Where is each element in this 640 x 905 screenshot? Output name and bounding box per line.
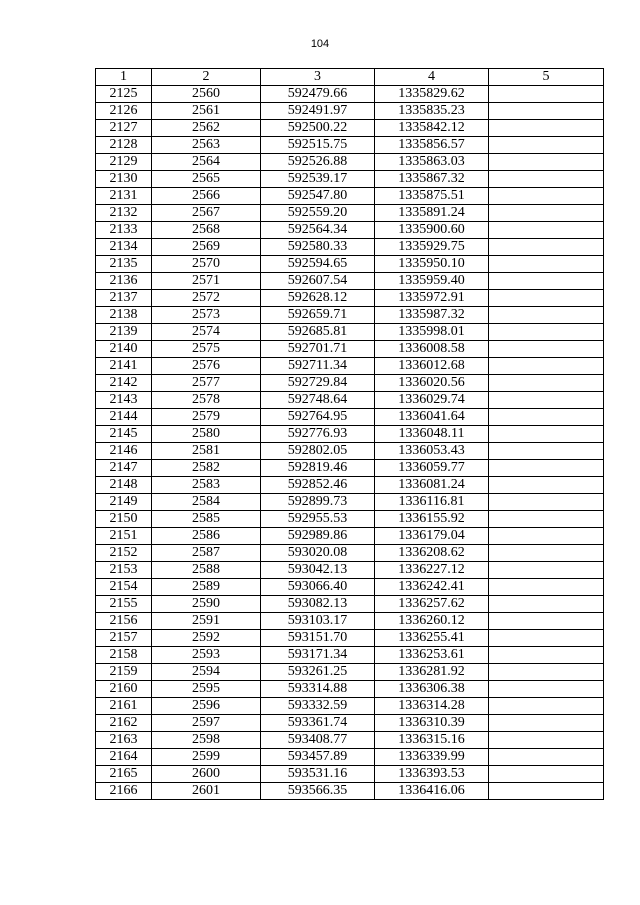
point-number-cell: 2580 bbox=[152, 426, 261, 443]
table-row bbox=[96, 205, 604, 222]
y-coordinate-cell: 1335950.10 bbox=[375, 256, 489, 273]
table-row bbox=[96, 596, 604, 613]
row-number-cell: 2133 bbox=[96, 222, 152, 239]
row-number-cell: 2151 bbox=[96, 528, 152, 545]
x-coordinate-cell: 592659.71 bbox=[261, 307, 375, 324]
x-coordinate-cell: 593171.34 bbox=[261, 647, 375, 664]
table-row bbox=[96, 732, 604, 749]
table-row bbox=[96, 766, 604, 783]
note-cell bbox=[489, 426, 604, 443]
table-row bbox=[96, 341, 604, 358]
point-number-cell: 2582 bbox=[152, 460, 261, 477]
row-number-cell: 2158 bbox=[96, 647, 152, 664]
point-number-cell: 2589 bbox=[152, 579, 261, 596]
note-cell bbox=[489, 562, 604, 579]
table-row bbox=[96, 477, 604, 494]
note-cell bbox=[489, 341, 604, 358]
note-cell bbox=[489, 681, 604, 698]
y-coordinate-cell: 1336208.62 bbox=[375, 545, 489, 562]
x-coordinate-cell: 593020.08 bbox=[261, 545, 375, 562]
note-cell bbox=[489, 443, 604, 460]
row-number-cell: 2149 bbox=[96, 494, 152, 511]
x-coordinate-cell: 592955.53 bbox=[261, 511, 375, 528]
table-row bbox=[96, 460, 604, 477]
x-coordinate-cell: 593066.40 bbox=[261, 579, 375, 596]
note-cell bbox=[489, 222, 604, 239]
point-number-cell: 2575 bbox=[152, 341, 261, 358]
x-coordinate-cell: 593408.77 bbox=[261, 732, 375, 749]
row-number-cell: 2127 bbox=[96, 120, 152, 137]
y-coordinate-cell: 1336053.43 bbox=[375, 443, 489, 460]
y-coordinate-cell: 1336227.12 bbox=[375, 562, 489, 579]
point-number-cell: 2560 bbox=[152, 86, 261, 103]
point-number-cell: 2594 bbox=[152, 664, 261, 681]
x-coordinate-cell: 593103.17 bbox=[261, 613, 375, 630]
x-coordinate-cell: 592479.66 bbox=[261, 86, 375, 103]
point-number-cell: 2571 bbox=[152, 273, 261, 290]
note-cell bbox=[489, 477, 604, 494]
note-cell bbox=[489, 358, 604, 375]
row-number-cell: 2134 bbox=[96, 239, 152, 256]
row-number-cell: 2128 bbox=[96, 137, 152, 154]
row-number-cell: 2153 bbox=[96, 562, 152, 579]
x-coordinate-cell: 592899.73 bbox=[261, 494, 375, 511]
coordinates-table bbox=[95, 68, 604, 800]
point-number-cell: 2566 bbox=[152, 188, 261, 205]
note-cell bbox=[489, 307, 604, 324]
table-row bbox=[96, 715, 604, 732]
point-number-cell: 2583 bbox=[152, 477, 261, 494]
table-row bbox=[96, 613, 604, 630]
table-row bbox=[96, 698, 604, 715]
note-cell bbox=[489, 783, 604, 800]
y-coordinate-cell: 1336416.06 bbox=[375, 783, 489, 800]
table-row bbox=[96, 290, 604, 307]
x-coordinate-cell: 593151.70 bbox=[261, 630, 375, 647]
table-row bbox=[96, 256, 604, 273]
point-number-cell: 2590 bbox=[152, 596, 261, 613]
y-coordinate-cell: 1335842.12 bbox=[375, 120, 489, 137]
note-cell bbox=[489, 749, 604, 766]
y-coordinate-cell: 1336315.16 bbox=[375, 732, 489, 749]
point-number-cell: 2596 bbox=[152, 698, 261, 715]
point-number-cell: 2581 bbox=[152, 443, 261, 460]
table-row bbox=[96, 579, 604, 596]
note-cell bbox=[489, 766, 604, 783]
table-row bbox=[96, 392, 604, 409]
row-number-cell: 2164 bbox=[96, 749, 152, 766]
y-coordinate-cell: 1336310.39 bbox=[375, 715, 489, 732]
note-cell bbox=[489, 460, 604, 477]
y-coordinate-cell: 1336257.62 bbox=[375, 596, 489, 613]
table-row bbox=[96, 86, 604, 103]
note-cell bbox=[489, 205, 604, 222]
row-number-cell: 2125 bbox=[96, 86, 152, 103]
y-coordinate-cell: 1336339.99 bbox=[375, 749, 489, 766]
table-row bbox=[96, 664, 604, 681]
note-cell bbox=[489, 154, 604, 171]
y-coordinate-cell: 1335998.01 bbox=[375, 324, 489, 341]
point-number-cell: 2593 bbox=[152, 647, 261, 664]
point-number-cell: 2584 bbox=[152, 494, 261, 511]
x-coordinate-cell: 593314.88 bbox=[261, 681, 375, 698]
x-coordinate-cell: 593457.89 bbox=[261, 749, 375, 766]
y-coordinate-cell: 1336255.41 bbox=[375, 630, 489, 647]
table-row bbox=[96, 188, 604, 205]
column-header-1: 1 bbox=[96, 69, 152, 86]
table-row bbox=[96, 375, 604, 392]
y-coordinate-cell: 1335835.23 bbox=[375, 103, 489, 120]
x-coordinate-cell: 592729.84 bbox=[261, 375, 375, 392]
note-cell bbox=[489, 698, 604, 715]
table-row bbox=[96, 681, 604, 698]
row-number-cell: 2157 bbox=[96, 630, 152, 647]
point-number-cell: 2573 bbox=[152, 307, 261, 324]
note-cell bbox=[489, 511, 604, 528]
x-coordinate-cell: 592607.54 bbox=[261, 273, 375, 290]
y-coordinate-cell: 1336048.11 bbox=[375, 426, 489, 443]
row-number-cell: 2143 bbox=[96, 392, 152, 409]
note-cell bbox=[489, 664, 604, 681]
note-cell bbox=[489, 579, 604, 596]
y-coordinate-cell: 1336020.56 bbox=[375, 375, 489, 392]
point-number-cell: 2588 bbox=[152, 562, 261, 579]
row-number-cell: 2129 bbox=[96, 154, 152, 171]
x-coordinate-cell: 593082.13 bbox=[261, 596, 375, 613]
x-coordinate-cell: 592776.93 bbox=[261, 426, 375, 443]
row-number-cell: 2160 bbox=[96, 681, 152, 698]
x-coordinate-cell: 592852.46 bbox=[261, 477, 375, 494]
row-number-cell: 2136 bbox=[96, 273, 152, 290]
note-cell bbox=[489, 120, 604, 137]
x-coordinate-cell: 592764.95 bbox=[261, 409, 375, 426]
table-row bbox=[96, 222, 604, 239]
point-number-cell: 2568 bbox=[152, 222, 261, 239]
note-cell bbox=[489, 171, 604, 188]
y-coordinate-cell: 1335900.60 bbox=[375, 222, 489, 239]
row-number-cell: 2135 bbox=[96, 256, 152, 273]
table-body bbox=[96, 86, 604, 800]
y-coordinate-cell: 1335867.32 bbox=[375, 171, 489, 188]
row-number-cell: 2146 bbox=[96, 443, 152, 460]
y-coordinate-cell: 1336029.74 bbox=[375, 392, 489, 409]
y-coordinate-cell: 1336260.12 bbox=[375, 613, 489, 630]
point-number-cell: 2572 bbox=[152, 290, 261, 307]
y-coordinate-cell: 1335929.75 bbox=[375, 239, 489, 256]
point-number-cell: 2586 bbox=[152, 528, 261, 545]
note-cell bbox=[489, 86, 604, 103]
y-coordinate-cell: 1335891.24 bbox=[375, 205, 489, 222]
row-number-cell: 2165 bbox=[96, 766, 152, 783]
point-number-cell: 2591 bbox=[152, 613, 261, 630]
point-number-cell: 2598 bbox=[152, 732, 261, 749]
y-coordinate-cell: 1336041.64 bbox=[375, 409, 489, 426]
table-row bbox=[96, 307, 604, 324]
note-cell bbox=[489, 239, 604, 256]
y-coordinate-cell: 1336306.38 bbox=[375, 681, 489, 698]
note-cell bbox=[489, 613, 604, 630]
note-cell bbox=[489, 188, 604, 205]
note-cell bbox=[489, 528, 604, 545]
table-row bbox=[96, 545, 604, 562]
y-coordinate-cell: 1335829.62 bbox=[375, 86, 489, 103]
point-number-cell: 2601 bbox=[152, 783, 261, 800]
table-row bbox=[96, 426, 604, 443]
point-number-cell: 2592 bbox=[152, 630, 261, 647]
x-coordinate-cell: 592500.22 bbox=[261, 120, 375, 137]
point-number-cell: 2569 bbox=[152, 239, 261, 256]
y-coordinate-cell: 1336314.28 bbox=[375, 698, 489, 715]
point-number-cell: 2577 bbox=[152, 375, 261, 392]
table-row bbox=[96, 324, 604, 341]
row-number-cell: 2137 bbox=[96, 290, 152, 307]
note-cell bbox=[489, 647, 604, 664]
x-coordinate-cell: 592564.34 bbox=[261, 222, 375, 239]
row-number-cell: 2162 bbox=[96, 715, 152, 732]
note-cell bbox=[489, 732, 604, 749]
x-coordinate-cell: 593531.16 bbox=[261, 766, 375, 783]
x-coordinate-cell: 593332.59 bbox=[261, 698, 375, 715]
y-coordinate-cell: 1335863.03 bbox=[375, 154, 489, 171]
y-coordinate-cell: 1336081.24 bbox=[375, 477, 489, 494]
x-coordinate-cell: 592685.81 bbox=[261, 324, 375, 341]
row-number-cell: 2140 bbox=[96, 341, 152, 358]
y-coordinate-cell: 1335972.91 bbox=[375, 290, 489, 307]
note-cell bbox=[489, 409, 604, 426]
table-row bbox=[96, 647, 604, 664]
note-cell bbox=[489, 137, 604, 154]
y-coordinate-cell: 1336008.58 bbox=[375, 341, 489, 358]
point-number-cell: 2562 bbox=[152, 120, 261, 137]
table-row bbox=[96, 103, 604, 120]
table-row bbox=[96, 494, 604, 511]
row-number-cell: 2138 bbox=[96, 307, 152, 324]
y-coordinate-cell: 1335856.57 bbox=[375, 137, 489, 154]
point-number-cell: 2599 bbox=[152, 749, 261, 766]
table-row bbox=[96, 630, 604, 647]
x-coordinate-cell: 592559.20 bbox=[261, 205, 375, 222]
note-cell bbox=[489, 545, 604, 562]
y-coordinate-cell: 1335987.32 bbox=[375, 307, 489, 324]
point-number-cell: 2567 bbox=[152, 205, 261, 222]
y-coordinate-cell: 1336155.92 bbox=[375, 511, 489, 528]
row-number-cell: 2144 bbox=[96, 409, 152, 426]
row-number-cell: 2156 bbox=[96, 613, 152, 630]
row-number-cell: 2166 bbox=[96, 783, 152, 800]
point-number-cell: 2587 bbox=[152, 545, 261, 562]
x-coordinate-cell: 592711.34 bbox=[261, 358, 375, 375]
point-number-cell: 2595 bbox=[152, 681, 261, 698]
y-coordinate-cell: 1336242.41 bbox=[375, 579, 489, 596]
table-row bbox=[96, 154, 604, 171]
table-row bbox=[96, 358, 604, 375]
note-cell bbox=[489, 103, 604, 120]
table-row bbox=[96, 562, 604, 579]
point-number-cell: 2579 bbox=[152, 409, 261, 426]
row-number-cell: 2139 bbox=[96, 324, 152, 341]
note-cell bbox=[489, 290, 604, 307]
row-number-cell: 2131 bbox=[96, 188, 152, 205]
point-number-cell: 2564 bbox=[152, 154, 261, 171]
table-row bbox=[96, 239, 604, 256]
table-row bbox=[96, 511, 604, 528]
row-number-cell: 2142 bbox=[96, 375, 152, 392]
note-cell bbox=[489, 715, 604, 732]
row-number-cell: 2132 bbox=[96, 205, 152, 222]
point-number-cell: 2585 bbox=[152, 511, 261, 528]
column-header-2: 2 bbox=[152, 69, 261, 86]
column-header-3: 3 bbox=[261, 69, 375, 86]
y-coordinate-cell: 1336012.68 bbox=[375, 358, 489, 375]
note-cell bbox=[489, 324, 604, 341]
point-number-cell: 2565 bbox=[152, 171, 261, 188]
column-header-4: 4 bbox=[375, 69, 489, 86]
y-coordinate-cell: 1335959.40 bbox=[375, 273, 489, 290]
note-cell bbox=[489, 273, 604, 290]
column-header-5: 5 bbox=[489, 69, 604, 86]
x-coordinate-cell: 592819.46 bbox=[261, 460, 375, 477]
table-row bbox=[96, 171, 604, 188]
note-cell bbox=[489, 630, 604, 647]
x-coordinate-cell: 593566.35 bbox=[261, 783, 375, 800]
point-number-cell: 2597 bbox=[152, 715, 261, 732]
table-row bbox=[96, 749, 604, 766]
table-row bbox=[96, 443, 604, 460]
x-coordinate-cell: 592491.97 bbox=[261, 103, 375, 120]
row-number-cell: 2154 bbox=[96, 579, 152, 596]
y-coordinate-cell: 1335875.51 bbox=[375, 188, 489, 205]
x-coordinate-cell: 592580.33 bbox=[261, 239, 375, 256]
note-cell bbox=[489, 256, 604, 273]
x-coordinate-cell: 592594.65 bbox=[261, 256, 375, 273]
y-coordinate-cell: 1336253.61 bbox=[375, 647, 489, 664]
point-number-cell: 2561 bbox=[152, 103, 261, 120]
x-coordinate-cell: 593361.74 bbox=[261, 715, 375, 732]
row-number-cell: 2155 bbox=[96, 596, 152, 613]
y-coordinate-cell: 1336116.81 bbox=[375, 494, 489, 511]
row-number-cell: 2147 bbox=[96, 460, 152, 477]
point-number-cell: 2574 bbox=[152, 324, 261, 341]
page-number: 104 bbox=[310, 38, 330, 50]
x-coordinate-cell: 592539.17 bbox=[261, 171, 375, 188]
table-row bbox=[96, 528, 604, 545]
row-number-cell: 2141 bbox=[96, 358, 152, 375]
table-row bbox=[96, 783, 604, 800]
point-number-cell: 2576 bbox=[152, 358, 261, 375]
note-cell bbox=[489, 494, 604, 511]
x-coordinate-cell: 592628.12 bbox=[261, 290, 375, 307]
x-coordinate-cell: 592802.05 bbox=[261, 443, 375, 460]
point-number-cell: 2600 bbox=[152, 766, 261, 783]
note-cell bbox=[489, 392, 604, 409]
point-number-cell: 2570 bbox=[152, 256, 261, 273]
note-cell bbox=[489, 596, 604, 613]
row-number-cell: 2150 bbox=[96, 511, 152, 528]
table-row bbox=[96, 409, 604, 426]
y-coordinate-cell: 1336393.53 bbox=[375, 766, 489, 783]
y-coordinate-cell: 1336059.77 bbox=[375, 460, 489, 477]
x-coordinate-cell: 592515.75 bbox=[261, 137, 375, 154]
y-coordinate-cell: 1336281.92 bbox=[375, 664, 489, 681]
row-number-cell: 2163 bbox=[96, 732, 152, 749]
x-coordinate-cell: 593042.13 bbox=[261, 562, 375, 579]
row-number-cell: 2130 bbox=[96, 171, 152, 188]
point-number-cell: 2578 bbox=[152, 392, 261, 409]
row-number-cell: 2152 bbox=[96, 545, 152, 562]
x-coordinate-cell: 592701.71 bbox=[261, 341, 375, 358]
note-cell bbox=[489, 375, 604, 392]
point-number-cell: 2563 bbox=[152, 137, 261, 154]
table-row bbox=[96, 120, 604, 137]
row-number-cell: 2145 bbox=[96, 426, 152, 443]
row-number-cell: 2148 bbox=[96, 477, 152, 494]
x-coordinate-cell: 592526.88 bbox=[261, 154, 375, 171]
table-row bbox=[96, 137, 604, 154]
row-number-cell: 2161 bbox=[96, 698, 152, 715]
row-number-cell: 2159 bbox=[96, 664, 152, 681]
x-coordinate-cell: 592748.64 bbox=[261, 392, 375, 409]
y-coordinate-cell: 1336179.04 bbox=[375, 528, 489, 545]
table-row bbox=[96, 273, 604, 290]
x-coordinate-cell: 593261.25 bbox=[261, 664, 375, 681]
x-coordinate-cell: 592547.80 bbox=[261, 188, 375, 205]
table-header-row bbox=[96, 69, 604, 86]
x-coordinate-cell: 592989.86 bbox=[261, 528, 375, 545]
row-number-cell: 2126 bbox=[96, 103, 152, 120]
